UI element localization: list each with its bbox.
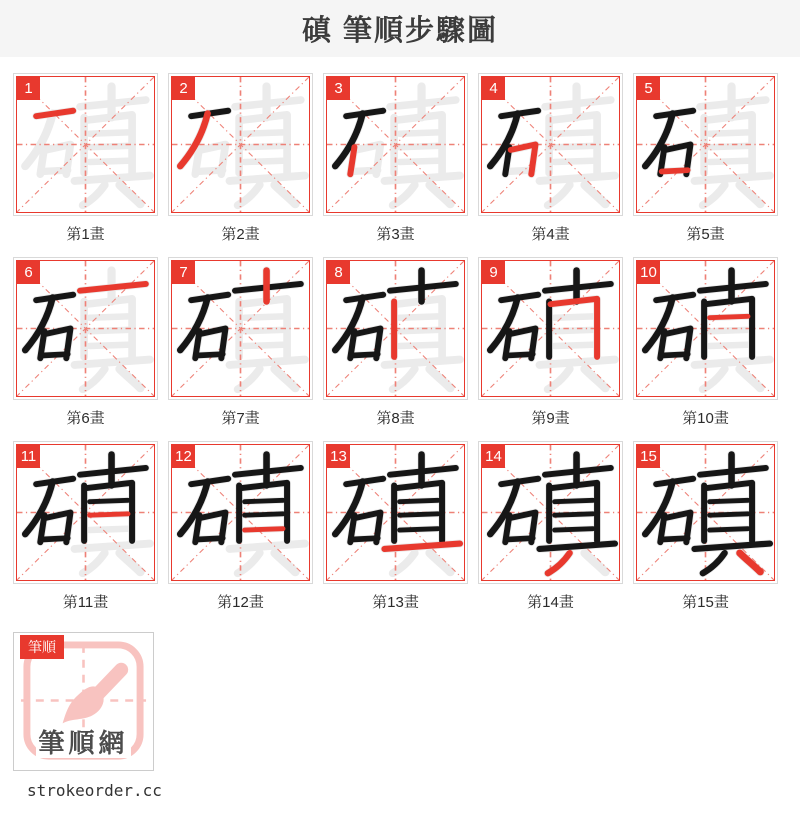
stroke-order-logo[interactable] — [13, 632, 154, 771]
stroke-step — [13, 257, 158, 428]
stroke-step — [13, 441, 158, 612]
step-number-badge: 9 — [482, 261, 505, 284]
step-label: 第7畫 — [221, 410, 260, 427]
stroke-step — [168, 257, 313, 428]
stroke-step — [478, 441, 623, 612]
step-number-badge: 3 — [327, 77, 350, 100]
step-label: 第10畫 — [682, 410, 729, 427]
step-label: 第9畫 — [531, 410, 570, 427]
stroke-step — [323, 257, 468, 428]
step-label: 第6畫 — [66, 410, 105, 427]
step-number-badge: 14 — [482, 445, 505, 468]
step-number-badge: 10 — [637, 261, 660, 284]
stroke-step — [633, 257, 778, 428]
step-label: 第12畫 — [217, 594, 264, 611]
stroke-step — [168, 441, 313, 612]
step-number-badge: 7 — [172, 261, 195, 284]
step-label: 第3畫 — [376, 226, 415, 243]
step-number-badge: 2 — [172, 77, 195, 100]
step-label: 第1畫 — [66, 226, 105, 243]
step-number-badge: 5 — [637, 77, 660, 100]
step-label: 第5畫 — [686, 226, 725, 243]
stroke-step — [633, 441, 778, 612]
stroke-step — [478, 257, 623, 428]
step-label: 第14畫 — [527, 594, 574, 611]
footer — [13, 632, 800, 800]
logo-badge: 筆順 — [20, 635, 64, 659]
step-number-badge: 4 — [482, 77, 505, 100]
stroke-step — [323, 73, 468, 244]
step-number-badge: 6 — [17, 261, 40, 284]
site-url: strokeorder.cc — [27, 781, 162, 800]
step-label: 第4畫 — [531, 226, 570, 243]
step-number-badge: 8 — [327, 261, 350, 284]
step-number-badge: 1 — [17, 77, 40, 100]
step-number-badge: 13 — [327, 445, 350, 468]
logo-site-name: 筆順網 — [38, 728, 129, 758]
step-label: 第15畫 — [682, 594, 729, 611]
step-label: 第8畫 — [376, 410, 415, 427]
stroke-step — [13, 73, 158, 244]
step-label: 第13畫 — [372, 594, 419, 611]
step-label: 第2畫 — [221, 226, 260, 243]
step-number-badge: 11 — [17, 445, 40, 468]
stroke-step — [478, 73, 623, 244]
step-label: 第11畫 — [62, 594, 109, 611]
step-number-badge: 15 — [637, 445, 660, 468]
steps-grid — [0, 57, 780, 612]
title-bar — [0, 0, 800, 57]
stroke-step — [633, 73, 778, 244]
stroke-step — [323, 441, 468, 612]
step-number-badge: 12 — [172, 445, 195, 468]
page-title: 磌 筆順步驟圖 — [301, 15, 499, 47]
stroke-step — [168, 73, 313, 244]
